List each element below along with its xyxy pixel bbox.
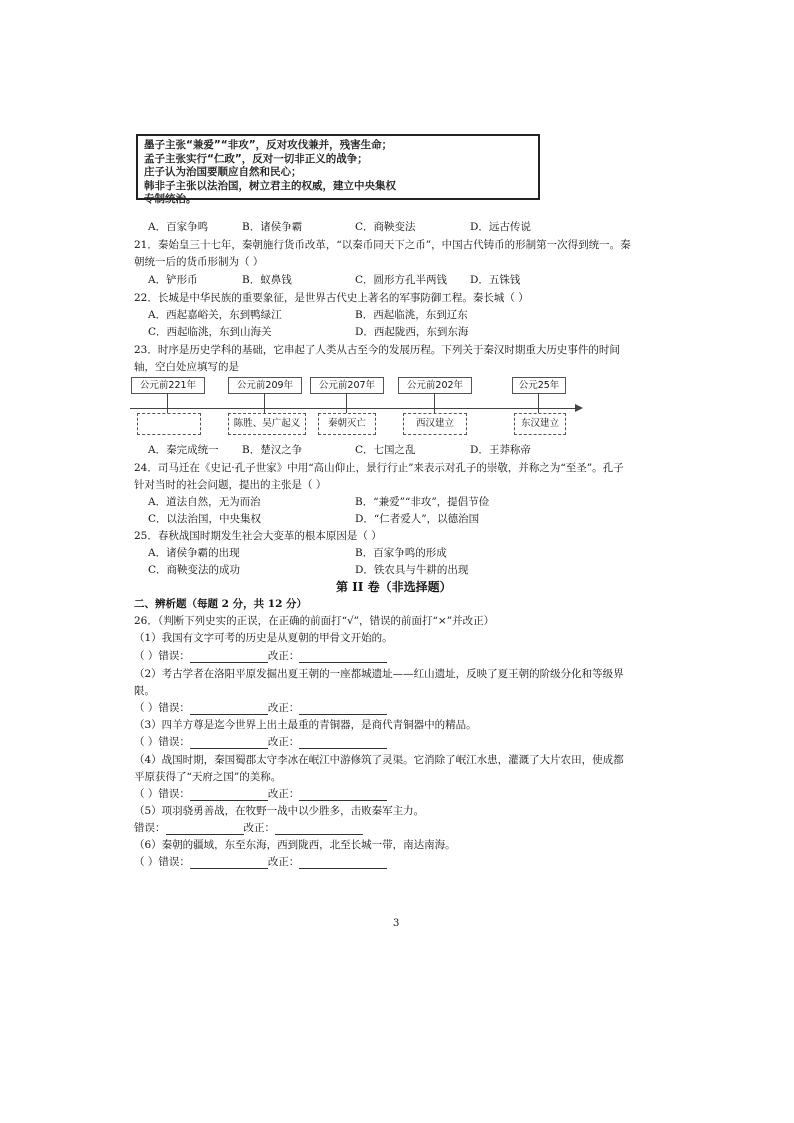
fix-blank[interactable] (275, 823, 363, 835)
wrong-blank[interactable] (190, 703, 268, 715)
q20-option-b[interactable]: B．诸侯争霸 (242, 221, 303, 233)
q24-stem-line2: 针对当时的社会问题，提出的主张是（ ） (134, 479, 327, 491)
quote-box (136, 134, 540, 205)
q26-item-3: （3）四羊方尊是迄今世界上出土最重的青铜器，是商代青铜器中的精品。 (134, 719, 477, 731)
fix-blank[interactable] (299, 651, 387, 663)
wrong-label: 错误： (158, 736, 190, 748)
fix-blank[interactable] (299, 789, 387, 801)
q24-option-b[interactable]: B．“兼爱”“非攻”，提倡节俭 (355, 496, 490, 508)
timeline-arrow-icon (575, 404, 583, 412)
judgement-paren[interactable]: （ ） (134, 788, 159, 800)
wrong-blank[interactable] (190, 651, 268, 663)
fix-label: 改正： (267, 788, 300, 800)
fix-blank[interactable] (299, 703, 387, 715)
q24-option-d[interactable]: D．“仁者爱人”，以德治国 (355, 513, 480, 525)
timeline-tick (346, 393, 347, 413)
wrong-label: 错误： (158, 702, 190, 714)
wrong-blank[interactable] (190, 789, 268, 801)
q24-option-a[interactable]: A．道法自然，无为而治 (148, 496, 261, 508)
wrong-blank[interactable] (190, 737, 268, 749)
timeline-date: 公元前221年 (131, 377, 205, 394)
q21-stem-line2: 朝统一后的货币形制为（ ） (134, 256, 264, 268)
wrong-blank[interactable] (190, 857, 268, 869)
q23-option-a[interactable]: A．秦完成统一 (148, 444, 219, 456)
q21-option-c[interactable]: C．圆形方孔半两钱 (355, 274, 448, 286)
timeline-date: 公元前202年 (398, 377, 472, 394)
timeline-axis (130, 408, 577, 409)
q26-instruction: 26．（判断下列史实的正误，在正确的前面打“√”，错误的前面打“×”并改正） (134, 615, 495, 627)
q26-answer-row-3 (134, 734, 387, 749)
quote-line: 韩非子主张以法治国，树立君主的权威，建立中央集权 (144, 179, 396, 192)
q20-option-c[interactable]: C．商鞅变法 (355, 221, 416, 233)
q21-option-d[interactable]: D．五铢钱 (470, 274, 521, 286)
q25-option-b[interactable]: B．百家争鸣的形成 (355, 547, 447, 559)
q25-option-a[interactable]: A．诸侯争霸的出现 (148, 547, 240, 559)
timeline-tick (538, 393, 539, 413)
q25-option-d[interactable]: D．铁农具与牛耕的出现 (355, 564, 469, 576)
q22-option-d[interactable]: D．西起陇西，东到东海 (355, 326, 469, 338)
q26-item-4-line2: 平原获得了“天府之国”的美称。 (134, 771, 282, 783)
q23-stem-line2: 轴，空白处应填写的是 (134, 361, 239, 373)
q26-answer-row-2 (134, 700, 387, 715)
wrong-label: 错误： (158, 788, 190, 800)
q25-option-c[interactable]: C．商鞅变法的成功 (148, 564, 241, 576)
quote-line: 专制统治。 (144, 193, 197, 205)
part2-title: 第 II 卷（非选择题） (336, 580, 452, 594)
quote-line: 孟子主张实行“仁政”，反对一切非正义的战争； (144, 152, 368, 165)
timeline-blank-event[interactable] (137, 413, 201, 435)
q26-item-2-line2: 限。 (134, 685, 155, 697)
timeline-event: 东汉建立 (514, 413, 566, 435)
timeline-tick (434, 393, 435, 413)
q20-option-d[interactable]: D．远古传说 (470, 221, 531, 233)
timeline-date: 公元前209年 (228, 377, 302, 394)
timeline-event: 陈胜、吴广起义 (228, 413, 306, 435)
timeline-tick (167, 393, 168, 413)
q24-stem-line1: 24．司马迁在《史记·孔子世家》中用“高山仰止，景行行止”来表示对孔子的崇敬，并称之为“至圣”。孔子 (134, 462, 624, 474)
q23-stem-line1: 23．时序是历史学科的基础，它串起了人类从古至今的发展历程。下列关于秦汉时期重大历史事件的时间 (134, 344, 620, 356)
q26-item-5: （5）项羽骁勇善战，在牧野一战中以少胜多，击败秦军主力。 (134, 805, 425, 817)
q26-item-2-line1: （2）考古学者在洛阳平原发掘出夏王朝的一座都城遗址——红山遗址，反映了夏王朝的阶级分化和等级界 (134, 668, 624, 680)
q21-option-b[interactable]: B．蚁鼻钱 (242, 274, 292, 286)
q22-stem: 22．长城是中华民族的重要象征，是世界古代史上著名的军事防御工程。秦长城（ ） (134, 292, 529, 304)
q26-answer-row-4 (134, 786, 387, 801)
page-number: 3 (393, 918, 400, 929)
judgement-paren[interactable]: （ ） (134, 856, 159, 868)
q23-option-c[interactable]: C．七国之乱 (355, 444, 416, 456)
q23-option-b[interactable]: B．楚汉之争 (242, 444, 303, 456)
quote-line: 墨子主张“兼爱”“非攻”，反对攻伐兼并，残害生命； (144, 139, 393, 151)
q22-option-b[interactable]: B．西起临洮，东到辽东 (355, 309, 468, 321)
q21-stem-line1: 21．秦始皇三十七年，秦朝施行货币改革，“以秦币同天下之币”，中国古代铸币的形制第一次得到统一。秦 (134, 239, 631, 251)
fix-label: 改正： (267, 650, 300, 662)
q21-option-a[interactable]: A．铲形币 (148, 274, 198, 286)
wrong-label: 错误： (158, 650, 190, 662)
judgement-paren[interactable]: （ ） (134, 650, 159, 662)
timeline-tick (264, 393, 265, 413)
fix-label: 改正： (267, 856, 300, 868)
timeline-date: 公元前207年 (310, 377, 384, 394)
fix-label: 改正： (267, 702, 300, 714)
fix-blank[interactable] (299, 737, 387, 749)
q20-option-a[interactable]: A．百家争鸣 (148, 221, 209, 233)
q26-answer-row-6 (134, 854, 387, 869)
wrong-label: 错误： (158, 856, 190, 868)
wrong-label: 错误： (134, 822, 166, 834)
fix-blank[interactable] (299, 857, 387, 869)
q22-option-c[interactable]: C．西起临洮，东到山海关 (148, 326, 272, 338)
q25-stem: 25．春秋战国时期发生社会大变革的根本原因是（ ） (134, 530, 382, 542)
q26-item-4-line1: （4）战国时期，秦国蜀郡太守李冰在岷江中游修筑了灵渠。它消除了岷江水患，灌溉了大片农田，使成都 (134, 754, 624, 766)
section-heading: 二、辨析题（每题 2 分，共 12 分） (134, 598, 308, 610)
q26-answer-row-5 (134, 820, 363, 835)
judgement-paren[interactable]: （ ） (134, 736, 159, 748)
q23-option-d[interactable]: D．王莽称帝 (470, 444, 531, 456)
fix-label: 改正： (243, 822, 275, 834)
q22-option-a[interactable]: A．西起嘉峪关，东到鸭绿江 (148, 309, 282, 321)
wrong-blank[interactable] (166, 823, 244, 835)
q24-option-c[interactable]: C．以法治国，中央集权 (148, 513, 262, 525)
q26-item-6: （6）秦朝的疆域，东至东海，西到陇西，北至长城一带，南达南海。 (134, 839, 456, 851)
fix-label: 改正： (267, 736, 300, 748)
timeline-event: 秦朝灭亡 (318, 413, 376, 435)
timeline-event: 西汉建立 (403, 413, 467, 435)
q26-answer-row-1 (134, 648, 387, 663)
timeline-date: 公元25年 (512, 377, 566, 394)
judgement-paren[interactable]: （ ） (134, 702, 159, 714)
q26-item-1: （1）我国有文字可考的历史是从夏朝的甲骨文开始的。 (134, 632, 393, 644)
quote-line: 庄子认为治国要顺应自然和民心； (144, 166, 302, 178)
